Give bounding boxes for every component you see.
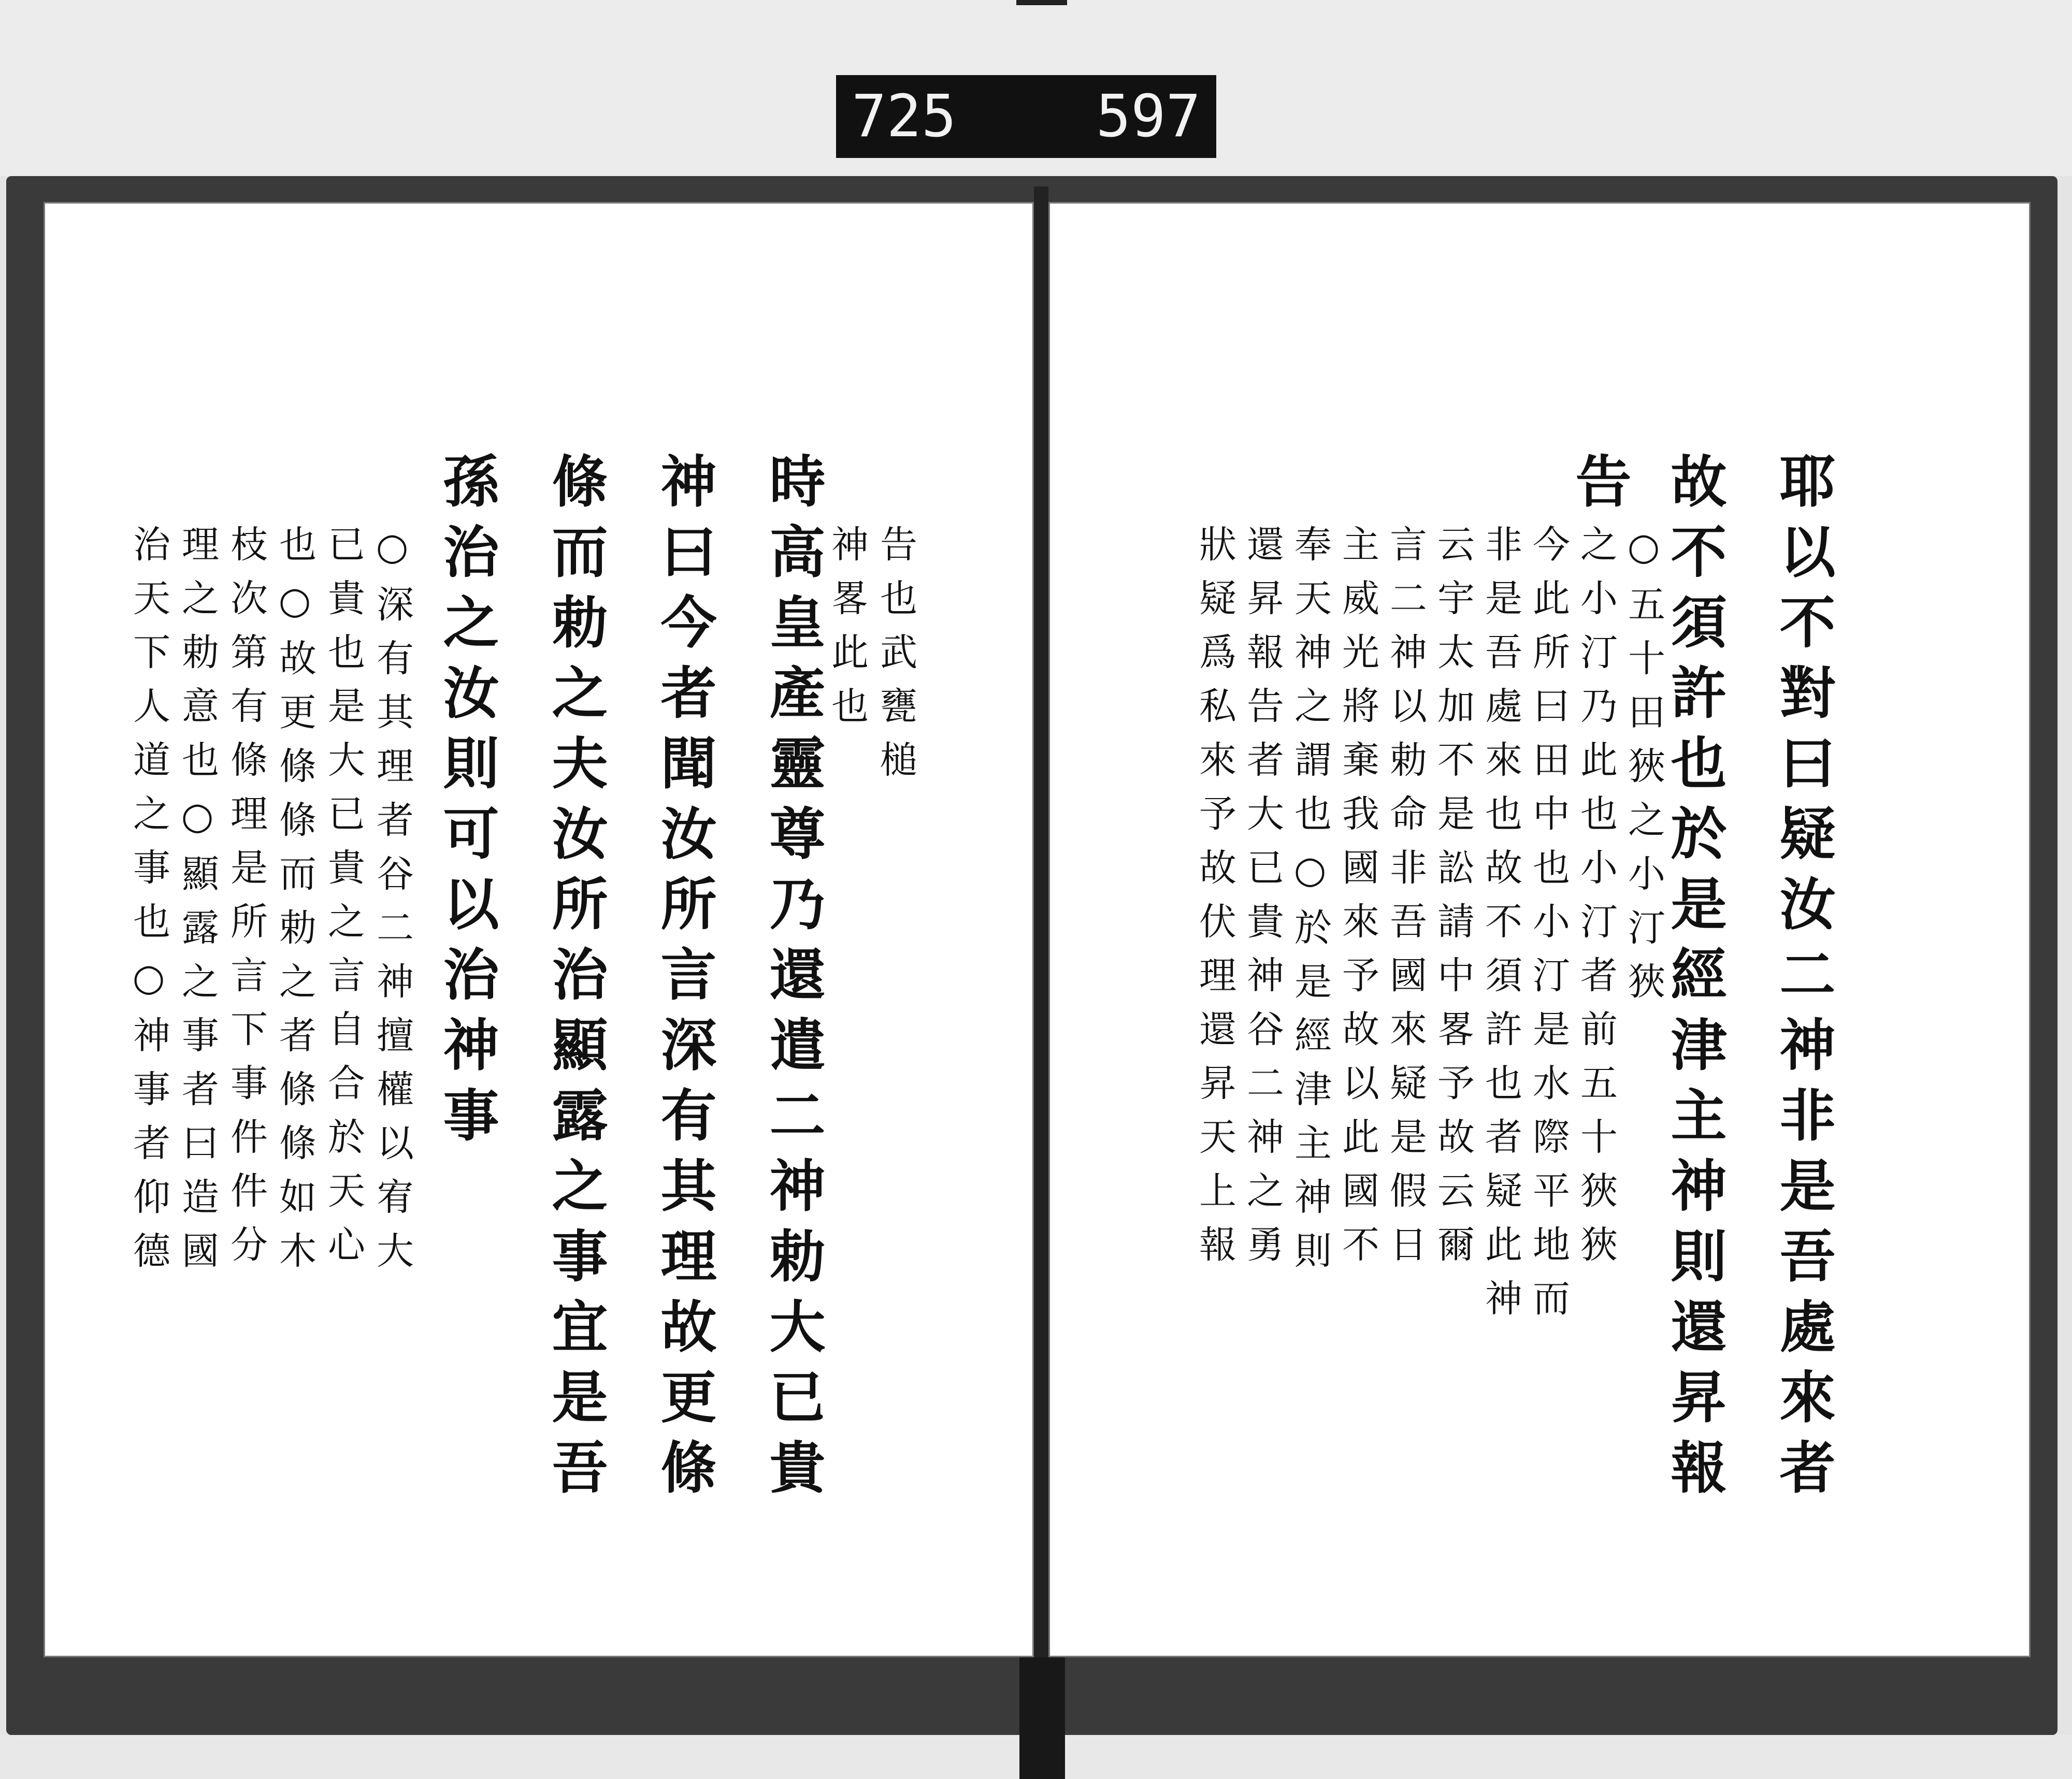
right-commentary-column: 之小汀乃此也小汀者前五十狹狹 [1574,525,1618,1279]
right-main-column: 故不須許也於是經津主神則還昇報 [1661,452,1726,1509]
right-main-column: 告 [1566,452,1631,523]
right-commentary-column: 非是吾處來也故不須許也者疑此神 [1479,525,1522,1333]
left-commentary-column: 已貴也是大已貴之言自合於天心 [322,525,365,1279]
left-commentary-column: 也○故更條條而勅之者條條如木 [273,525,316,1285]
right-page [1048,202,2031,1657]
left-main-column: 條而勅之夫汝所治顯露之事宜是吾 [542,452,608,1509]
left-commentary-column: ○深有其理者谷二神擅權以宥大 [370,525,414,1285]
right-commentary-column: 云宇太加不是訟請中畧予故云爾 [1431,525,1475,1279]
left-commentary-column: 治天下人道之事也○神事者仰德 [127,525,170,1285]
left-main-column: 時高皇產靈尊乃還遣二神勅大已貴 [760,452,825,1509]
left-commentary-column: 神畧此也 [825,525,869,740]
right-commentary-column: 奉天神之謂也○於是經津主神則 [1288,525,1332,1285]
left-page [44,202,1034,1657]
bookmark-ribbon [1019,1657,1065,1779]
scan-number-label [836,75,1216,158]
right-commentary-column: ○五十田狹之小汀狹 [1622,525,1665,1016]
right-commentary-column: 狀疑爲私來予故伏理還昇天上報 [1193,525,1236,1279]
top-marker [1016,0,1067,5]
right-commentary-column: 還昇報告者大已貴神谷二神之勇 [1241,525,1284,1279]
right-commentary-column: 言二神以勅命非吾國來疑是假日 [1384,525,1427,1279]
book-gutter [1034,186,1048,1673]
left-main-column: 神曰今者聞汝所言深有其理故更條 [651,452,716,1509]
left-commentary-column: 枝次第有條理是所言下事件件分 [224,525,268,1279]
left-commentary-column: 理之勅意也○顯露之事者曰造國 [176,525,219,1285]
right-commentary-column: 主威光將棄我國來予故以此國不 [1336,525,1379,1279]
left-main-column: 孫治之汝則可以治神事 [434,452,499,1156]
left-commentary-column: 告也武甕槌 [874,525,917,794]
right-commentary-column: 今此所曰田中也小汀是水際平地而 [1527,525,1570,1333]
right-main-column: 耶以不對曰疑汝二神非是吾處來者 [1770,452,1835,1509]
scan-number-left: 725 [852,83,957,150]
scan-number-right: 597 [1096,83,1201,150]
